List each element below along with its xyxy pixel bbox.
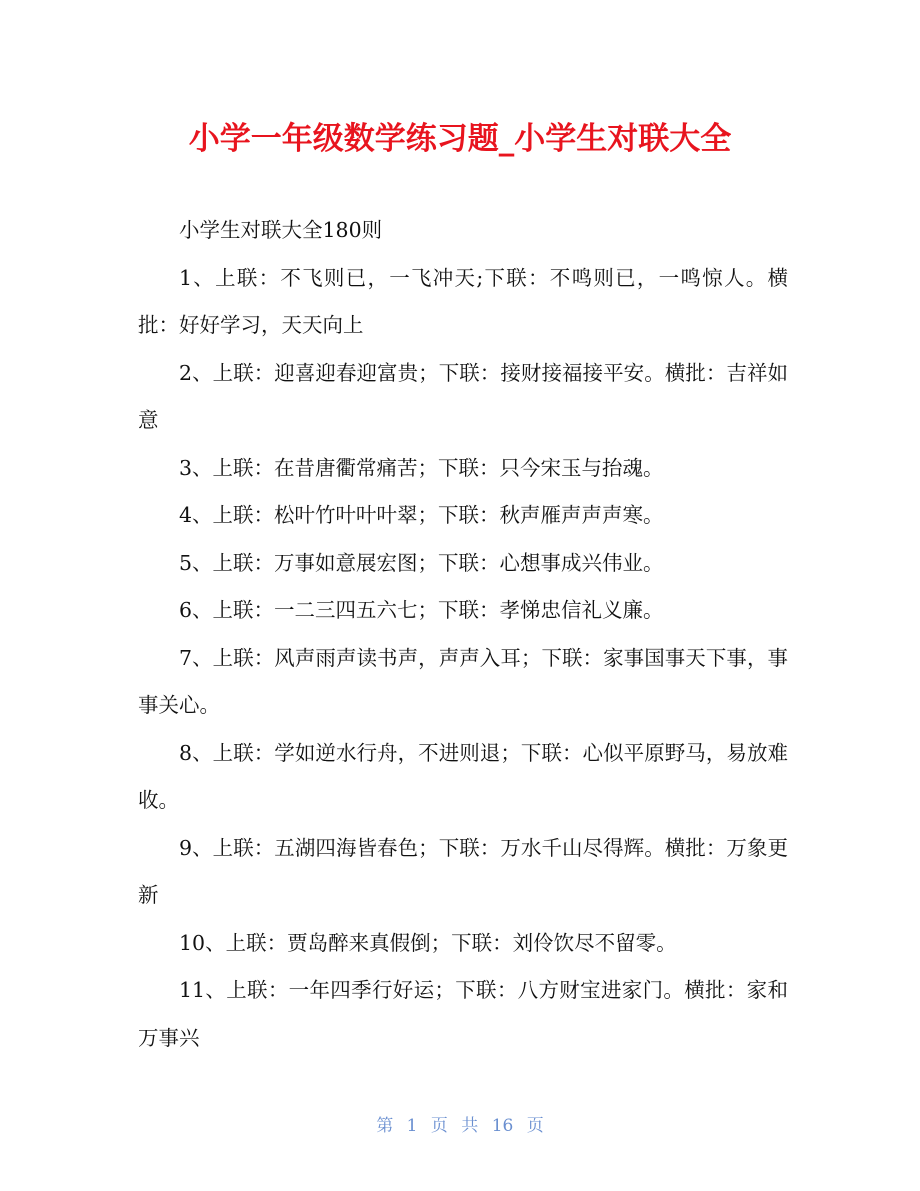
document-body <box>138 207 788 1062</box>
paragraph-couplet-10: 10、上联：贾岛醉来真假倒；下联：刘伶饮尽不留零。 <box>179 930 677 955</box>
page-title: 小学一年级数学练习题_小学生对联大全 <box>188 121 732 157</box>
paragraph-couplet-8: 8、上联：学如逆水行舟，不进则退；下联：心似平原野马，易放难收。 <box>138 740 788 812</box>
paragraph-couplet-1: 1、上联：不飞则已，一飞冲天;下联：不鸣则已，一鸣惊人。横批：好好学习，天天向上 <box>138 265 788 337</box>
footer-current-page: 1 <box>406 1116 418 1136</box>
paragraph-couplet-5: 5、上联：万事如意展宏图；下联：心想事成兴伟业。 <box>179 550 664 575</box>
page-footer <box>0 1112 920 1140</box>
paragraph-couplet-3: 3、上联：在昔唐衢常痛苦；下联：只今宋玉与抬魂。 <box>179 455 664 480</box>
paragraph-couplet-4: 4、上联：松叶竹叶叶叶翠；下联：秋声雁声声声寒。 <box>179 503 664 527</box>
paragraph-couplet-6: 6、上联：一二三四五六七；下联：孝悌忠信礼义廉。 <box>179 598 664 622</box>
footer-total-unit: 页 <box>526 1116 544 1136</box>
paragraph-couplet-9: 9、上联：五湖四海皆春色；下联：万水千山尽得辉。横批：万象更新 <box>138 835 788 907</box>
paragraph-couplet-11: 11、上联：一年四季行好运；下联：八方财宝进家门。横批：家和万事兴 <box>138 978 788 1050</box>
footer-page-unit: 页 <box>430 1116 448 1136</box>
paragraph-couplet-2: 2、上联：迎喜迎春迎富贵；下联：接财接福接平安。横批：吉祥如意 <box>138 360 788 432</box>
paragraph-couplet-7: 7、上联：风声雨声读书声，声声入耳；下联：家事国事天下事，事事关心。 <box>138 645 788 717</box>
paragraph-heading: 小学生对联大全180则 <box>179 218 383 242</box>
footer-total-label: 共 <box>461 1116 479 1136</box>
footer-page-label: 第 <box>376 1116 394 1136</box>
footer-total-pages: 16 <box>491 1116 514 1136</box>
